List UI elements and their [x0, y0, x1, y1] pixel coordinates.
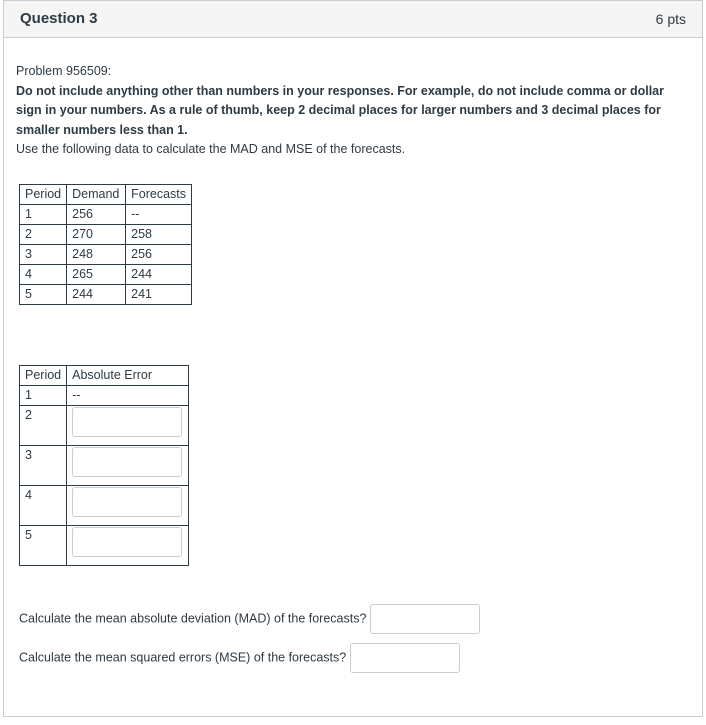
task-text: Use the following data to calculate the MAD and MSE of the forecasts. — [16, 142, 406, 156]
table-header-row — [20, 366, 189, 386]
instructions: Do not include anything other than numbers in your responses. For example, do not include comma or dollar sign in your numbers. As a rule of thumb, keep 2 decimal places for larger numbers and 3 decimal places for smaller numbers less than 1. — [16, 83, 664, 137]
table-row — [20, 486, 189, 526]
cell-forecast: 244 — [126, 265, 192, 285]
cell-demand: 248 — [67, 245, 126, 265]
cell-absolute-error-input — [67, 406, 189, 446]
cell-demand: 244 — [67, 285, 126, 305]
cell-absolute-error: -- — [67, 386, 189, 406]
mse-question — [19, 643, 460, 673]
header-forecasts: Forecasts — [126, 185, 192, 205]
table-row — [20, 386, 189, 406]
table-row — [20, 225, 192, 245]
table-header-row — [20, 185, 192, 205]
header-period: Period — [20, 366, 67, 386]
demand-forecast-table — [19, 184, 192, 305]
cell-absolute-error-input — [67, 486, 189, 526]
cell-absolute-error-input — [67, 446, 189, 486]
question-header — [4, 1, 702, 38]
cell-period: 2 — [20, 225, 67, 245]
mad-question — [19, 604, 480, 634]
cell-period: 3 — [20, 245, 67, 265]
header-absolute-error: Absolute Error — [67, 366, 189, 386]
cell-period: 3 — [20, 446, 67, 486]
question-text — [16, 62, 686, 160]
header-demand: Demand — [67, 185, 126, 205]
table-row — [20, 245, 192, 265]
cell-period: 1 — [20, 386, 67, 406]
absolute-error-input-period-4[interactable] — [72, 487, 182, 517]
absolute-error-input-period-2[interactable] — [72, 407, 182, 437]
mad-question-text: Calculate the mean absolute deviation (MAD) of the forecasts? — [19, 611, 367, 626]
absolute-error-input-period-3[interactable] — [72, 447, 182, 477]
cell-period: 5 — [20, 526, 67, 566]
cell-forecast: 241 — [126, 285, 192, 305]
cell-demand: 270 — [67, 225, 126, 245]
cell-absolute-error-input — [67, 526, 189, 566]
cell-forecast: -- — [126, 205, 192, 225]
question-points: 6 pts — [655, 11, 686, 27]
cell-period: 2 — [20, 406, 67, 446]
mad-answer-input[interactable] — [370, 604, 480, 634]
table-row — [20, 406, 189, 446]
table-row — [20, 526, 189, 566]
cell-demand: 265 — [67, 265, 126, 285]
table-row — [20, 265, 192, 285]
problem-label: Problem 956509: — [16, 64, 112, 78]
cell-forecast: 258 — [126, 225, 192, 245]
cell-period: 4 — [20, 486, 67, 526]
mse-answer-input[interactable] — [350, 643, 460, 673]
question-title: Question 3 — [20, 10, 98, 27]
cell-forecast: 256 — [126, 245, 192, 265]
cell-period: 1 — [20, 205, 67, 225]
absolute-error-table — [19, 365, 189, 566]
table-row — [20, 205, 192, 225]
cell-period: 4 — [20, 265, 67, 285]
cell-period: 5 — [20, 285, 67, 305]
absolute-error-input-period-5[interactable] — [72, 527, 182, 557]
cell-demand: 256 — [67, 205, 126, 225]
header-period: Period — [20, 185, 67, 205]
mse-question-text: Calculate the mean squared errors (MSE) of the forecasts? — [19, 650, 347, 665]
table-row — [20, 285, 192, 305]
table-row — [20, 446, 189, 486]
